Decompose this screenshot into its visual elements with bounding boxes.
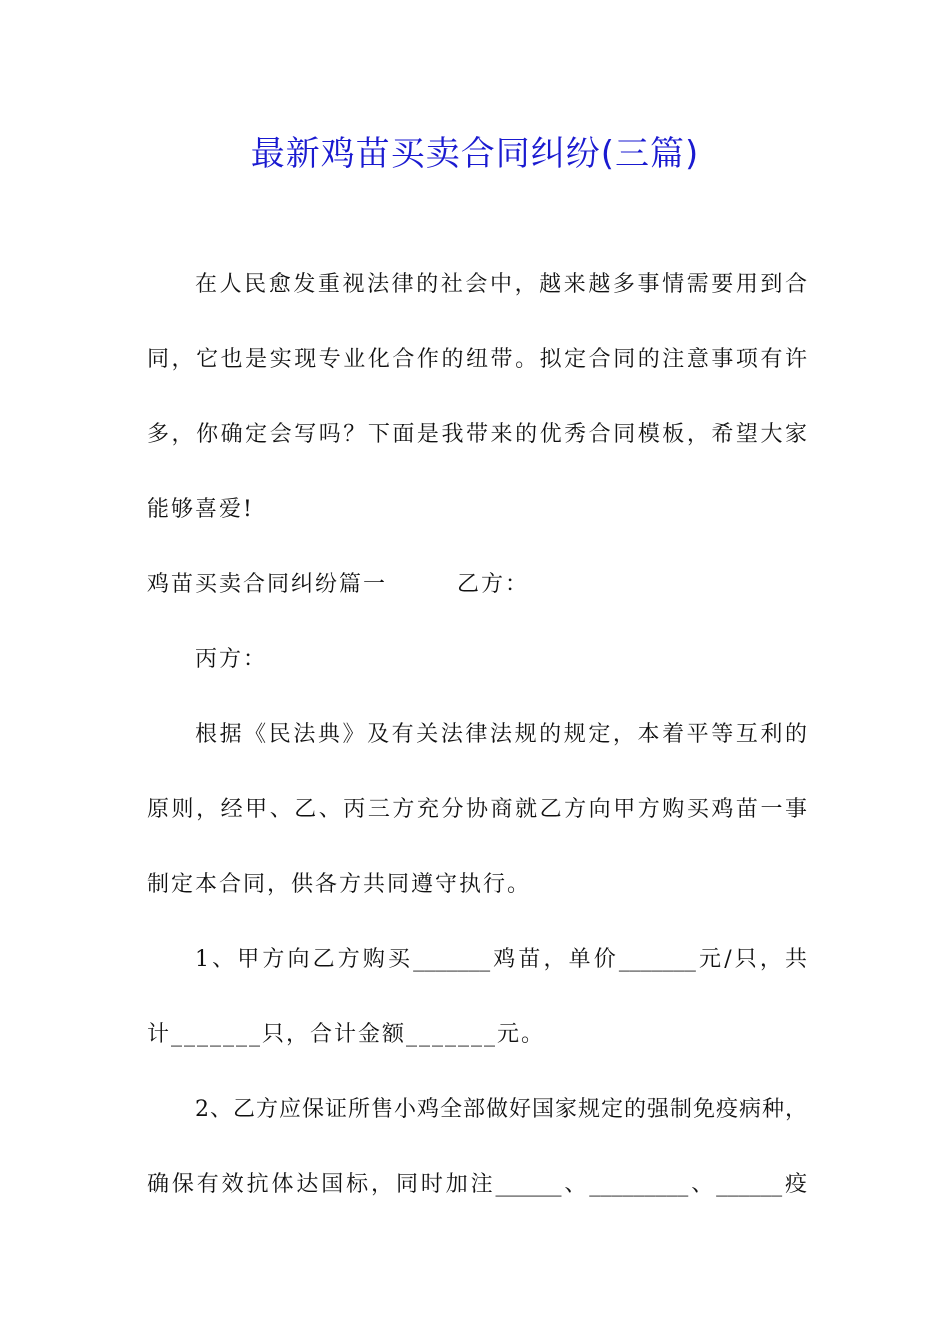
- paragraph-line: 制定本合同，供各方共同遵守执行。: [147, 872, 532, 897]
- paragraph-line: 同，它也是实现专业化合作的纽带。拟定合同的注意事项有许: [147, 347, 807, 372]
- section-heading: 鸡苗买卖合同纠纷篇一: [147, 572, 388, 597]
- paragraph-line: 多，你确定会写吗？下面是我带来的优秀合同模板，希望大家: [147, 422, 807, 447]
- document-title: 最新鸡苗买卖合同纠纷(三篇): [250, 134, 700, 174]
- clause-line: 2、乙方应保证所售小鸡全部做好国家规定的强制免疫病种，: [195, 1097, 807, 1122]
- clause-line: 计_______只，合计金额_______元。: [147, 1022, 546, 1047]
- clause-line: 1、甲方向乙方购买_______鸡苗，单价_______元/只，共: [195, 947, 807, 972]
- paragraph-line: 原则，经甲、乙、丙三方充分协商就乙方向甲方购买鸡苗一事: [147, 797, 807, 822]
- party-c-label: 丙方：: [195, 647, 268, 672]
- paragraph-line: 在人民愈发重视法律的社会中，越来越多事情需要用到合: [195, 272, 807, 297]
- paragraph-line: 能够喜爱!: [147, 497, 254, 522]
- paragraph-line: 根据《民法典》及有关法律法规的规定，本着平等互利的: [195, 722, 807, 747]
- section-heading-line: [147, 570, 807, 600]
- party-b-label: 乙方：: [457, 572, 530, 597]
- clause-line: 确保有效抗体达国标，同时加注______、_________、______疫: [147, 1172, 807, 1197]
